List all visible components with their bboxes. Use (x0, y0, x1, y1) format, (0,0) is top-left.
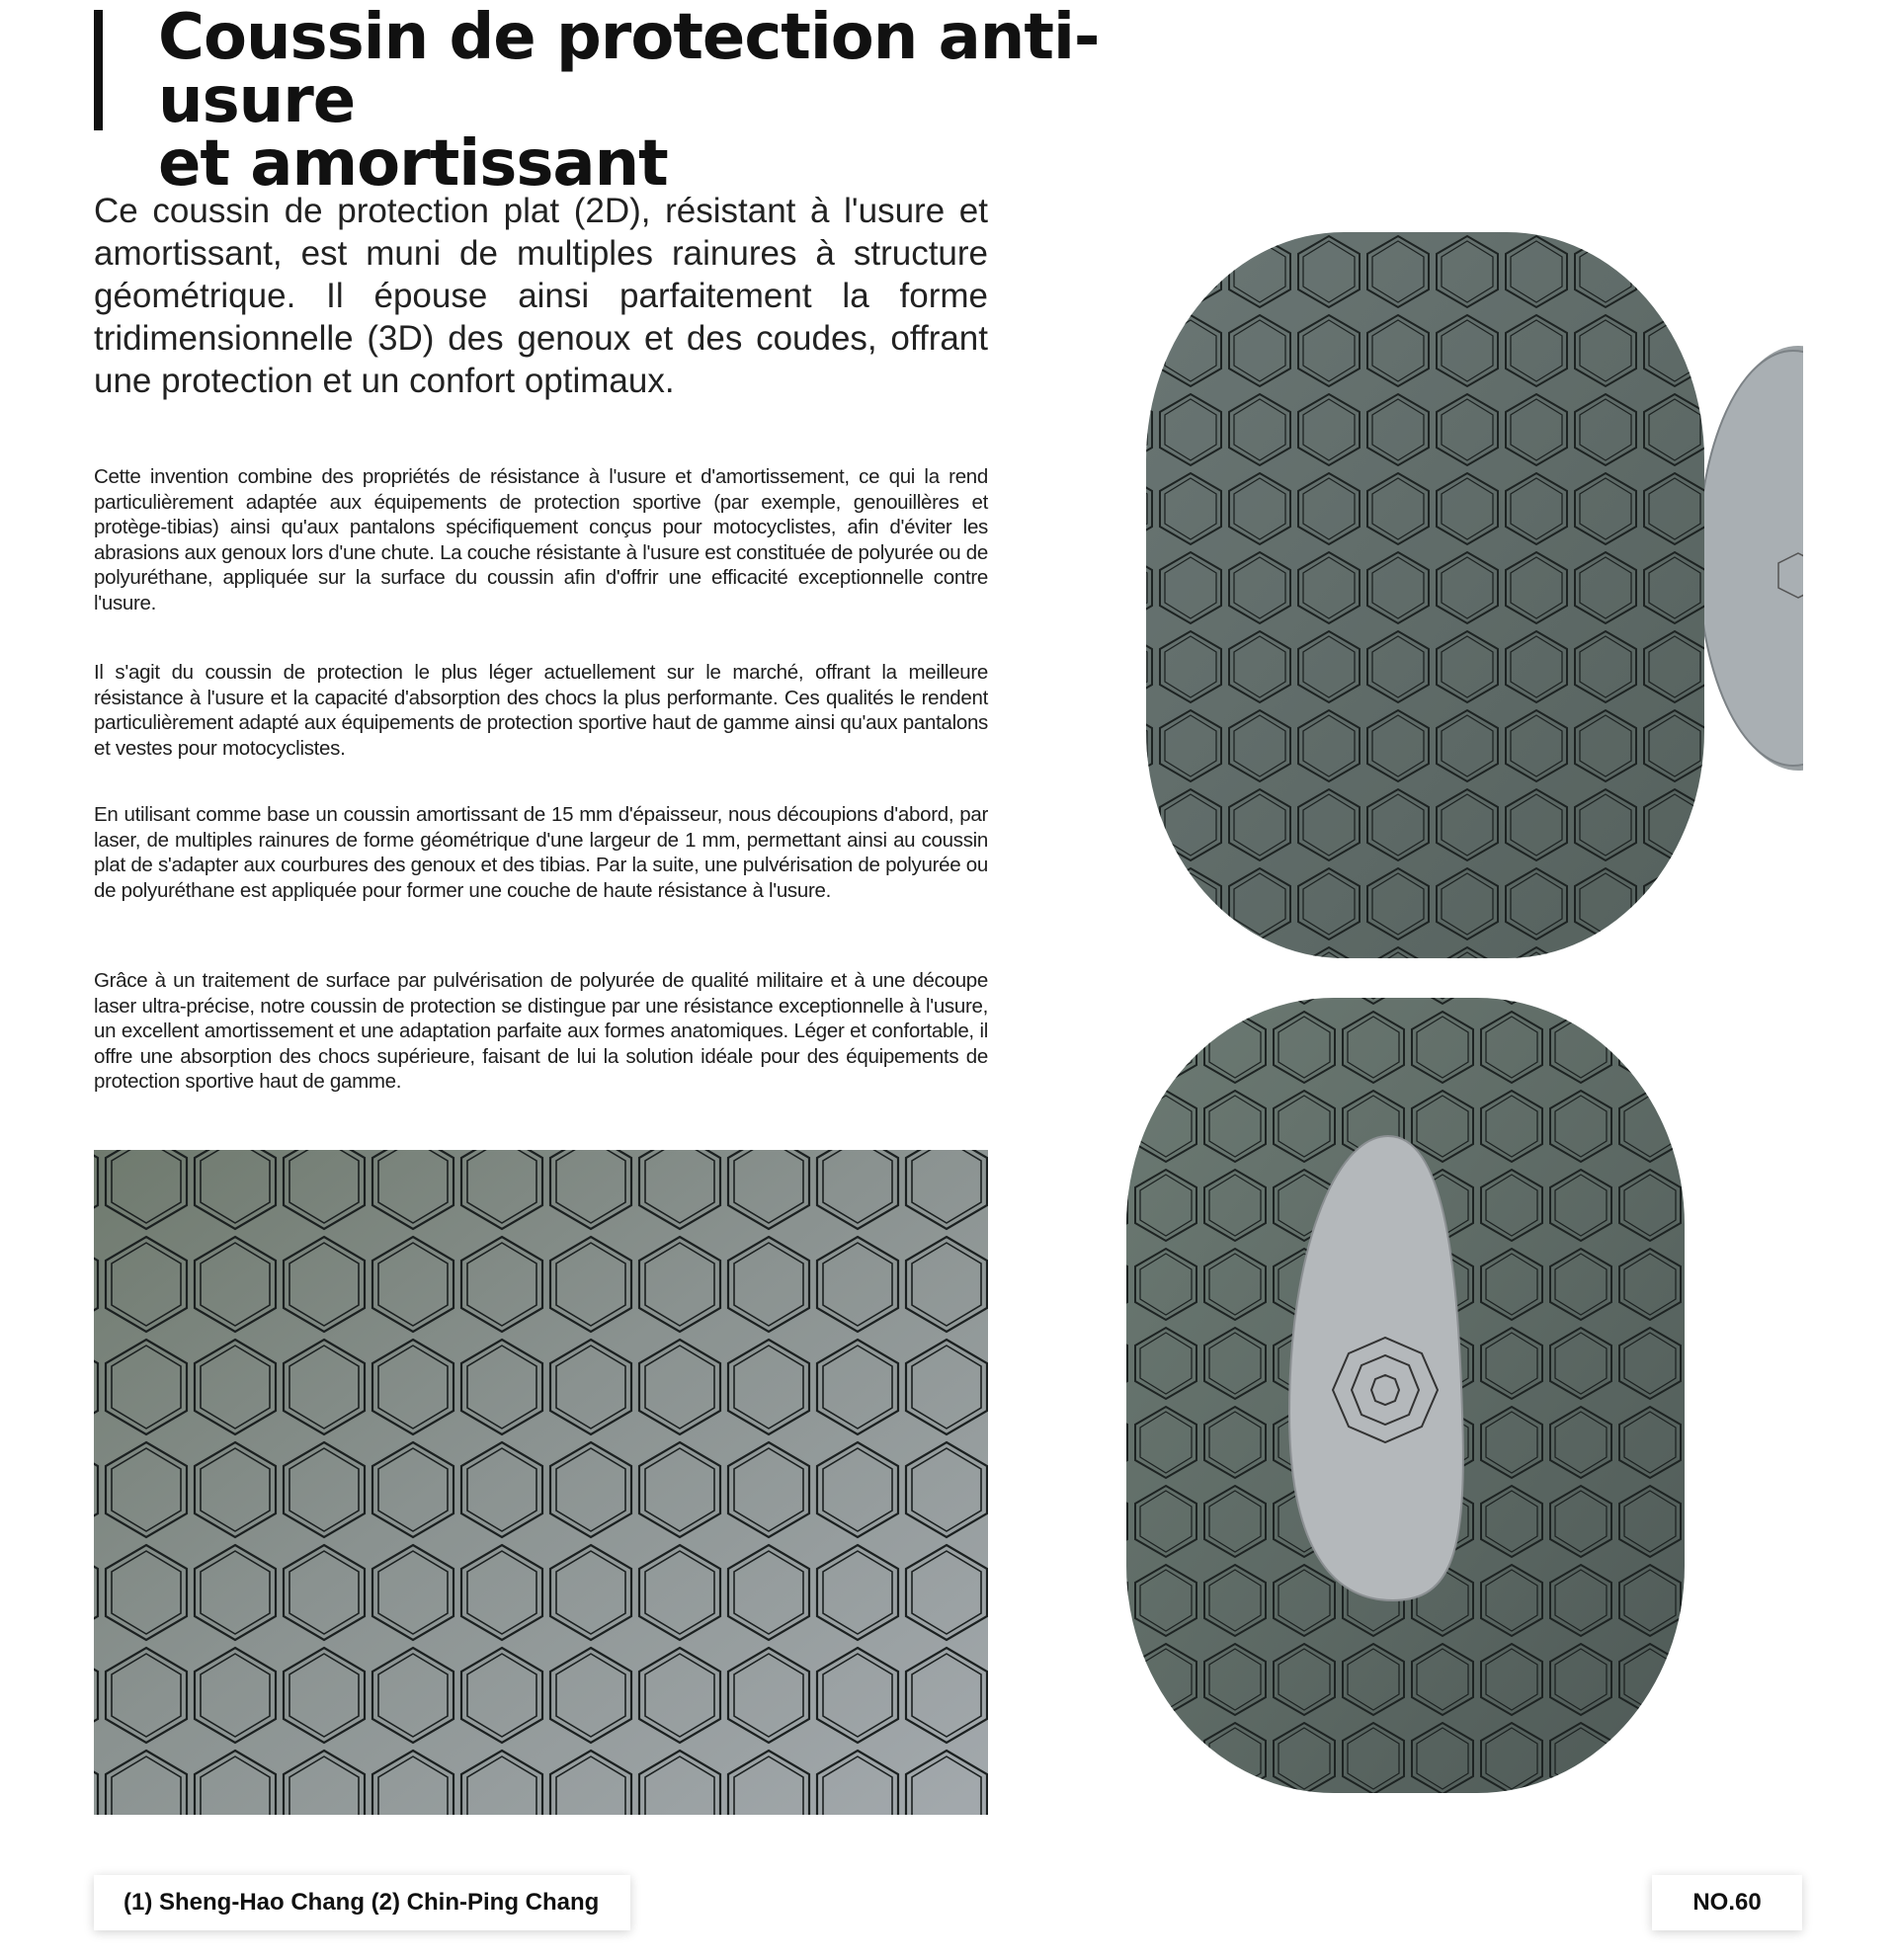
author-credit: (1) Sheng-Hao Chang (2) Chin-Ping Chang (94, 1875, 630, 1930)
closeup-texture-photo (94, 1150, 988, 1815)
protective-pad-photo-top (1146, 232, 1803, 963)
title-accent-bar (94, 10, 103, 130)
body-paragraph-3: En utilisant comme base un coussin amortissant de 15 mm d'épaisseur, nous découpions d'abord, par laser, de multiples rainures de forme géométrique d'une largeur de 1 mm, permettant ainsi au coussin plat de s'adapter aux courbures des genoux et des tibias. Par la suite, une pulvérisation de polyurée ou de polyuréthane est appliquée pour former une couche de haute résistance à l'usure. (94, 803, 988, 902)
lead-paragraph: Ce coussin de protection plat (2D), résistant à l'usure et amortissant, est muni de multiples rainures à structure géométrique. Il épouse ainsi parfaitement la forme tridimensionnelle (3D) des genoux et des coudes, offrant une protection et un confort optimaux. (94, 192, 988, 400)
page-title: Coussin de protection anti-usure et amortissant (158, 1, 1100, 201)
page-number: NO.60 (1652, 1875, 1802, 1930)
body-paragraph-4: Grâce à un traitement de surface par pulvérisation de polyurée de qualité militaire et à une découpe laser ultra-précise, notre coussin de protection se distingue par une résistance exceptionnelle à l'usure, un excellent amortissement et une adaptation parfaite aux formes anatomiques. Léger et confortable, il offre une absorption des chocs supérieure, faisant de lui la solution idéale pour des équipements de protection sportive haut de gamme. (94, 969, 988, 1093)
protective-pad-photo-bottom (1126, 998, 1690, 1798)
body-paragraph-2: Il s'agit du coussin de protection le plus léger actuellement sur le marché, offrant la meilleure résistance à l'usure et la capacité d'absorption des chocs la plus performante. Ces qualités le rendent particulièrement adapté aux équipements de protection sportive haut de gamme ainsi qu'aux pantalons et vestes pour motocyclistes. (94, 661, 988, 760)
body-paragraph-1: Cette invention combine des propriétés de résistance à l'usure et d'amortissement, ce qui la rend particulièrement adaptée aux équipements de protection sportive (par exemple, genouillères et protège-tibias) ainsi qu'aux pantalons spécifiquement conçus pour motocyclistes, afin d'éviter les abrasions aux genoux lors d'une chute. La couche résistante à l'usure est constituée de polyurée ou de polyuréthane, appliquée sur la surface du coussin afin d'offrir une efficacité exceptionnelle contre l'usure. (94, 465, 988, 614)
